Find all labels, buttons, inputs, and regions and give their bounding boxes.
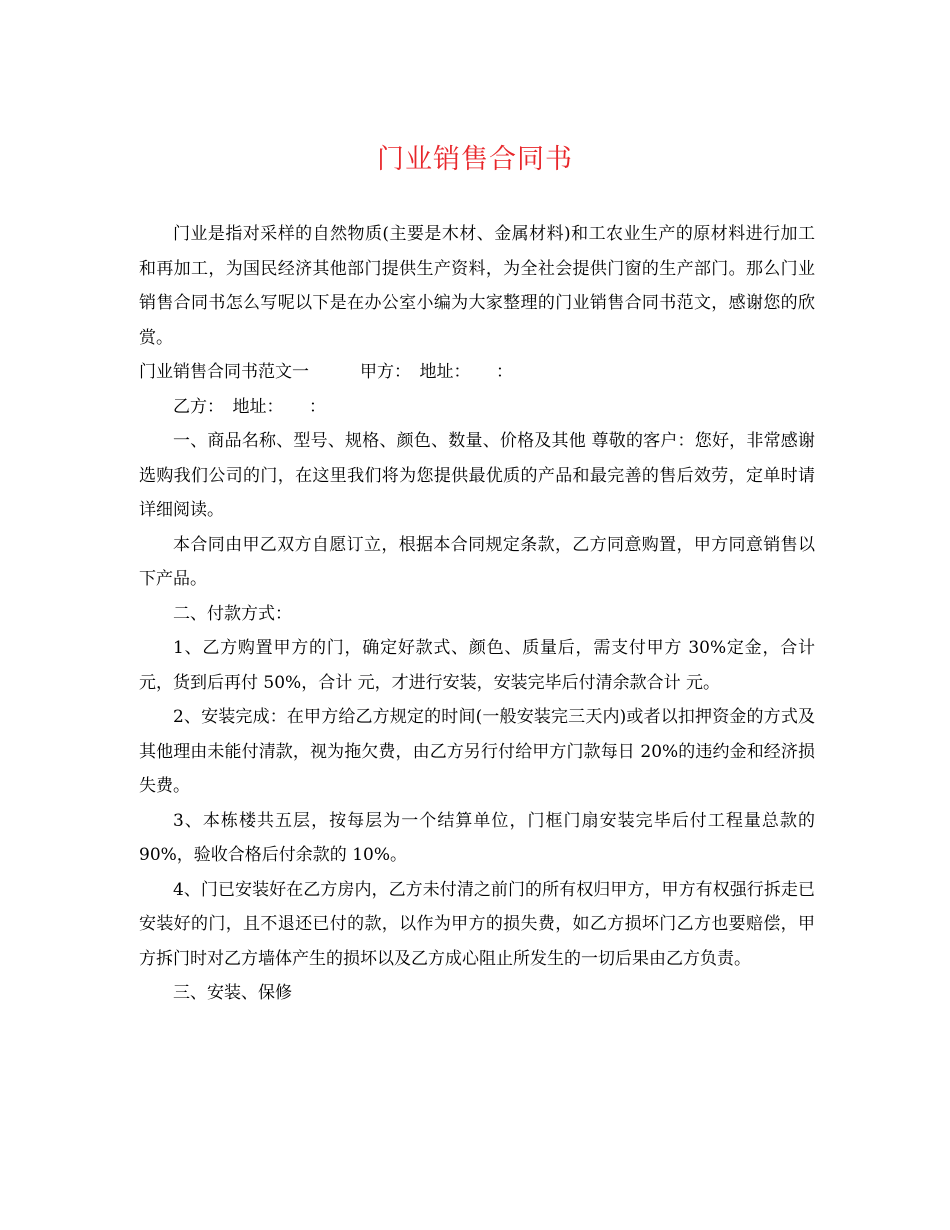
paragraph-clause-1: 1、乙方购置甲方的门，确定好款式、颜色、质量后，需支付甲方 30%定金，合计 元，货到后再付 50%，合计 元，才进行安装，安装完毕后付清余款合计 元。 bbox=[139, 638, 815, 693]
paragraph-clause-2: 2、安装完成：在甲方给乙方规定的时间(一般安装完三天内)或者以扣押资金的方式及其他理由未能付清款，视为拖欠费，由乙方另行付给甲方门款每日 20%的违约金和经济损失费。 bbox=[139, 707, 815, 796]
paragraph-section-1: 一、商品名称、型号、规格、颜色、数量、价格及其他 尊敬的客户：您好，非常感谢选购我们公司的门，在这里我们将为您提供最优质的产品和最完善的售后效劳，定单时请详细阅读。 bbox=[139, 431, 815, 520]
document-body bbox=[139, 217, 815, 1011]
paragraph-clause-4: 4、门已安装好在乙方房内，乙方未付清之前门的所有权归甲方，甲方有权强行拆走已安装好的门，且不退还已付的款，以作为甲方的损失费，如乙方损坏门乙方也要赔偿，甲方拆门时对乙方墙体产生的损坏以及乙方成心阻止所发生的一切后果由乙方负责。 bbox=[139, 879, 815, 969]
paragraph-section-3-heading: 三、安装、保修 bbox=[173, 983, 292, 1003]
paragraph-agreement: 本合同由甲乙双方自愿订立，根据本合同规定条款，乙方同意购置，甲方同意销售以下产品。 bbox=[139, 534, 815, 589]
document-title: 门业销售合同书 bbox=[377, 144, 573, 175]
paragraph-party-b: 乙方： 地址： ： bbox=[173, 396, 326, 417]
paragraph-intro: 门业是指对采样的自然物质(主要是木材、金属材料)和工农业生产的原材料进行加工和再加工，为国民经济其他部门提供生产资料，为全社会提供门窗的生产部门。那么门业销售合同书怎么写呢以下是在办公室小编为大家整理的门业销售合同书范文，感谢您的欣赏。 bbox=[139, 224, 815, 348]
paragraph-sample-heading: 门业销售合同书范文一 甲方： 地址： ： bbox=[139, 362, 513, 382]
paragraph-section-2-heading: 二、付款方式： bbox=[173, 603, 292, 624]
paragraph-clause-3: 3、本栋楼共五层，按每层为一个结算单位，门框门扇安装完毕后付工程量总款的 90%，验收合格后付余款的 10%。 bbox=[139, 810, 815, 865]
